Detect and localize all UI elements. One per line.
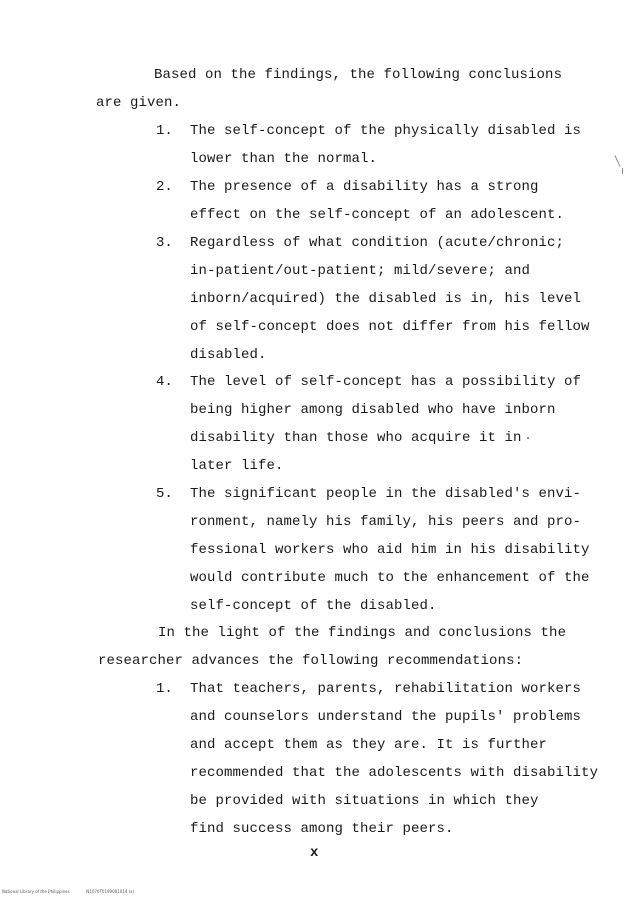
transition-line-1: In the light of the findings and conclusions the: [158, 625, 567, 641]
transition-line-2: researcher advances the following recommendations:: [98, 653, 524, 669]
intro-line-2: are given.: [96, 95, 182, 111]
conclusion-4-line-3: disability than those who acquire it in: [190, 430, 522, 446]
scan-speck: [615, 155, 621, 166]
conclusion-5-line-2: ronment, namely his family, his peers and pro-: [190, 514, 582, 530]
conclusion-3-line-5: disabled.: [190, 347, 267, 363]
footer-code: N1070T0199001014 (x): [86, 889, 135, 894]
conclusion-2-number: 2.: [156, 179, 173, 195]
recommendation-1-line-2: and counselors understand the pupils' problems: [190, 709, 582, 725]
page-number: x: [310, 845, 319, 861]
recommendation-1-line-3: and accept them as they are. It is further: [190, 737, 548, 753]
conclusion-3-number: 3.: [156, 235, 173, 251]
scan-speck: [527, 437, 529, 439]
conclusion-5-number: 5.: [156, 486, 173, 502]
scan-footer: [2, 889, 134, 895]
recommendation-1-line-4: recommended that the adolescents with disability: [190, 765, 599, 781]
recommendation-1-line-6: find success among their peers.: [190, 821, 454, 837]
footer-library: National Library of the Philippines: [2, 889, 70, 894]
conclusion-3-line-4: of self-concept does not differ from his fellow: [190, 319, 590, 335]
recommendation-1-line-1: That teachers, parents, rehabilitation workers: [190, 681, 582, 697]
conclusion-3-line-2: in-patient/out-patient; mild/severe; and: [190, 263, 531, 279]
scan-speck: [622, 168, 623, 174]
conclusion-3-line-1: Regardless of what condition (acute/chronic;: [190, 235, 565, 251]
conclusion-5-line-3: fessional workers who aid him in his disability: [190, 542, 590, 558]
conclusion-2-line-2: effect on the self-concept of an adolescent.: [190, 207, 565, 223]
conclusion-5-line-1: The significant people in the disabled's envi-: [190, 486, 582, 502]
conclusion-3-line-3: inborn/acquired) the disabled is in, his level: [190, 291, 582, 307]
conclusion-5-line-4: would contribute much to the enhancement of the: [190, 570, 590, 586]
intro-line-1: Based on the findings, the following conclusions: [154, 67, 563, 83]
conclusion-4-line-4: later life.: [190, 458, 284, 474]
recommendation-1-number: 1.: [156, 681, 173, 697]
conclusion-4-line-2: being higher among disabled who have inborn: [190, 402, 556, 418]
conclusion-1-line-2: lower than the normal.: [190, 151, 378, 167]
conclusion-4-line-1: The level of self-concept has a possibility of: [190, 374, 582, 390]
conclusion-5-line-5: self-concept of the disabled.: [190, 598, 437, 614]
conclusion-1-number: 1.: [156, 123, 173, 139]
conclusion-1-line-1: The self-concept of the physically disabled is: [190, 123, 582, 139]
conclusion-2-line-1: The presence of a disability has a strong: [190, 179, 539, 195]
conclusion-4-number: 4.: [156, 374, 173, 390]
recommendation-1-line-5: be provided with situations in which they: [190, 793, 539, 809]
